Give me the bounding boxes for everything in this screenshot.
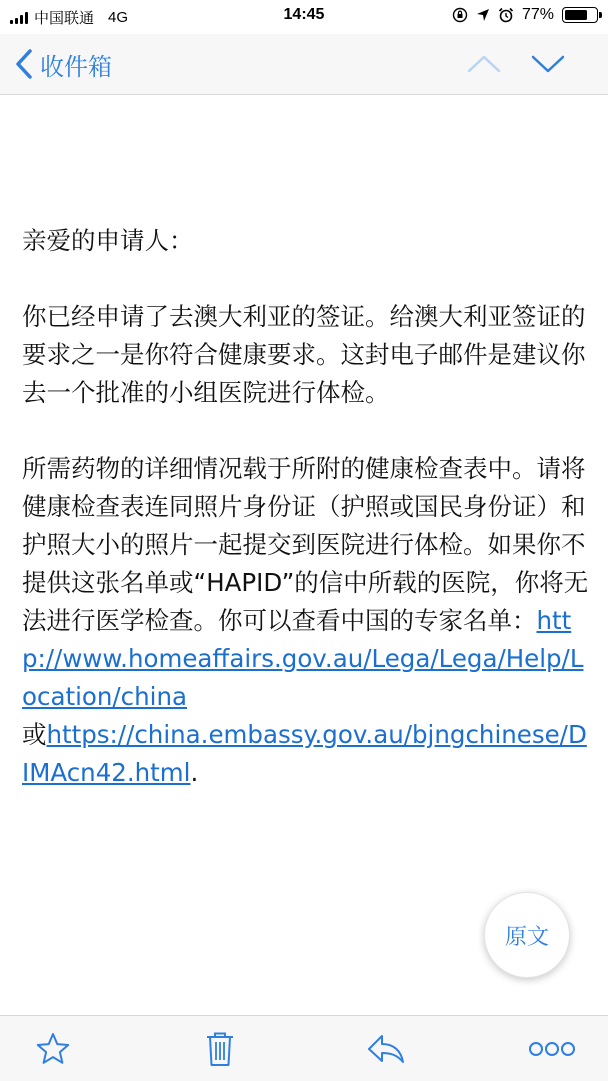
delete-button[interactable] bbox=[196, 1028, 244, 1070]
end-punctuation: . bbox=[190, 758, 199, 787]
original-text-label: 原文 bbox=[504, 924, 549, 950]
carrier-name: 中国联通 bbox=[34, 10, 95, 27]
alarm-icon bbox=[498, 7, 514, 23]
location-icon bbox=[476, 8, 490, 22]
chevron-up-icon bbox=[464, 46, 504, 82]
chevron-down-icon bbox=[528, 46, 568, 82]
back-label: 收件箱 bbox=[40, 52, 112, 81]
link-connector: 或 bbox=[22, 720, 47, 749]
battery-icon bbox=[562, 7, 598, 23]
next-message-button[interactable] bbox=[528, 46, 568, 82]
previous-message-button[interactable] bbox=[464, 46, 504, 82]
network-type: 4G bbox=[108, 9, 129, 26]
link-embassy[interactable]: https://china.embassy.gov.au/bjngchinese/DIMAcn42.html bbox=[22, 720, 587, 787]
rotation-lock-icon bbox=[452, 7, 468, 23]
reply-button[interactable] bbox=[362, 1028, 410, 1070]
paragraph-visa: 你已经申请了去澳大利亚的签证。给澳大利亚签证的要求之一是你符合健康要求。这封电子邮件是建议你去一个批准的小组医院进行体检。 bbox=[22, 302, 586, 407]
more-icon bbox=[528, 1039, 576, 1059]
greeting: 亲爱的申请人： bbox=[22, 226, 194, 255]
trash-icon bbox=[204, 1030, 236, 1068]
status-bar bbox=[0, 0, 608, 34]
battery-fill bbox=[565, 10, 587, 20]
flag-button[interactable] bbox=[29, 1028, 77, 1070]
paragraph-medical-text: 所需药物的详细情况载于所附的健康检查表中。请将健康检查表连同照片身份证（护照或国民身份证）和护照大小的照片一起提交到医院进行体检。如果你不提供这张名单或“HAPID”的信中所载的医院，你将无法进行医学检查。你可以查看中国的专家名单： bbox=[22, 454, 589, 635]
email-body bbox=[22, 222, 592, 792]
more-button[interactable] bbox=[528, 1028, 576, 1070]
back-button[interactable] bbox=[14, 42, 112, 86]
star-icon bbox=[35, 1031, 71, 1067]
nav-bar bbox=[0, 34, 608, 95]
paragraph-medical bbox=[22, 450, 592, 792]
status-time: 14:45 bbox=[283, 6, 325, 23]
reply-icon bbox=[366, 1032, 406, 1066]
battery-percent: 77% bbox=[521, 6, 554, 23]
chevron-left-icon bbox=[14, 48, 34, 80]
status-right bbox=[452, 6, 598, 24]
battery-tip bbox=[599, 12, 602, 18]
original-text-button[interactable] bbox=[484, 892, 570, 978]
bottom-toolbar bbox=[0, 1015, 608, 1081]
link-homeaffairs[interactable]: http://www.homeaffairs.gov.au/Lega/Lega/Help/Location/china bbox=[22, 606, 584, 711]
